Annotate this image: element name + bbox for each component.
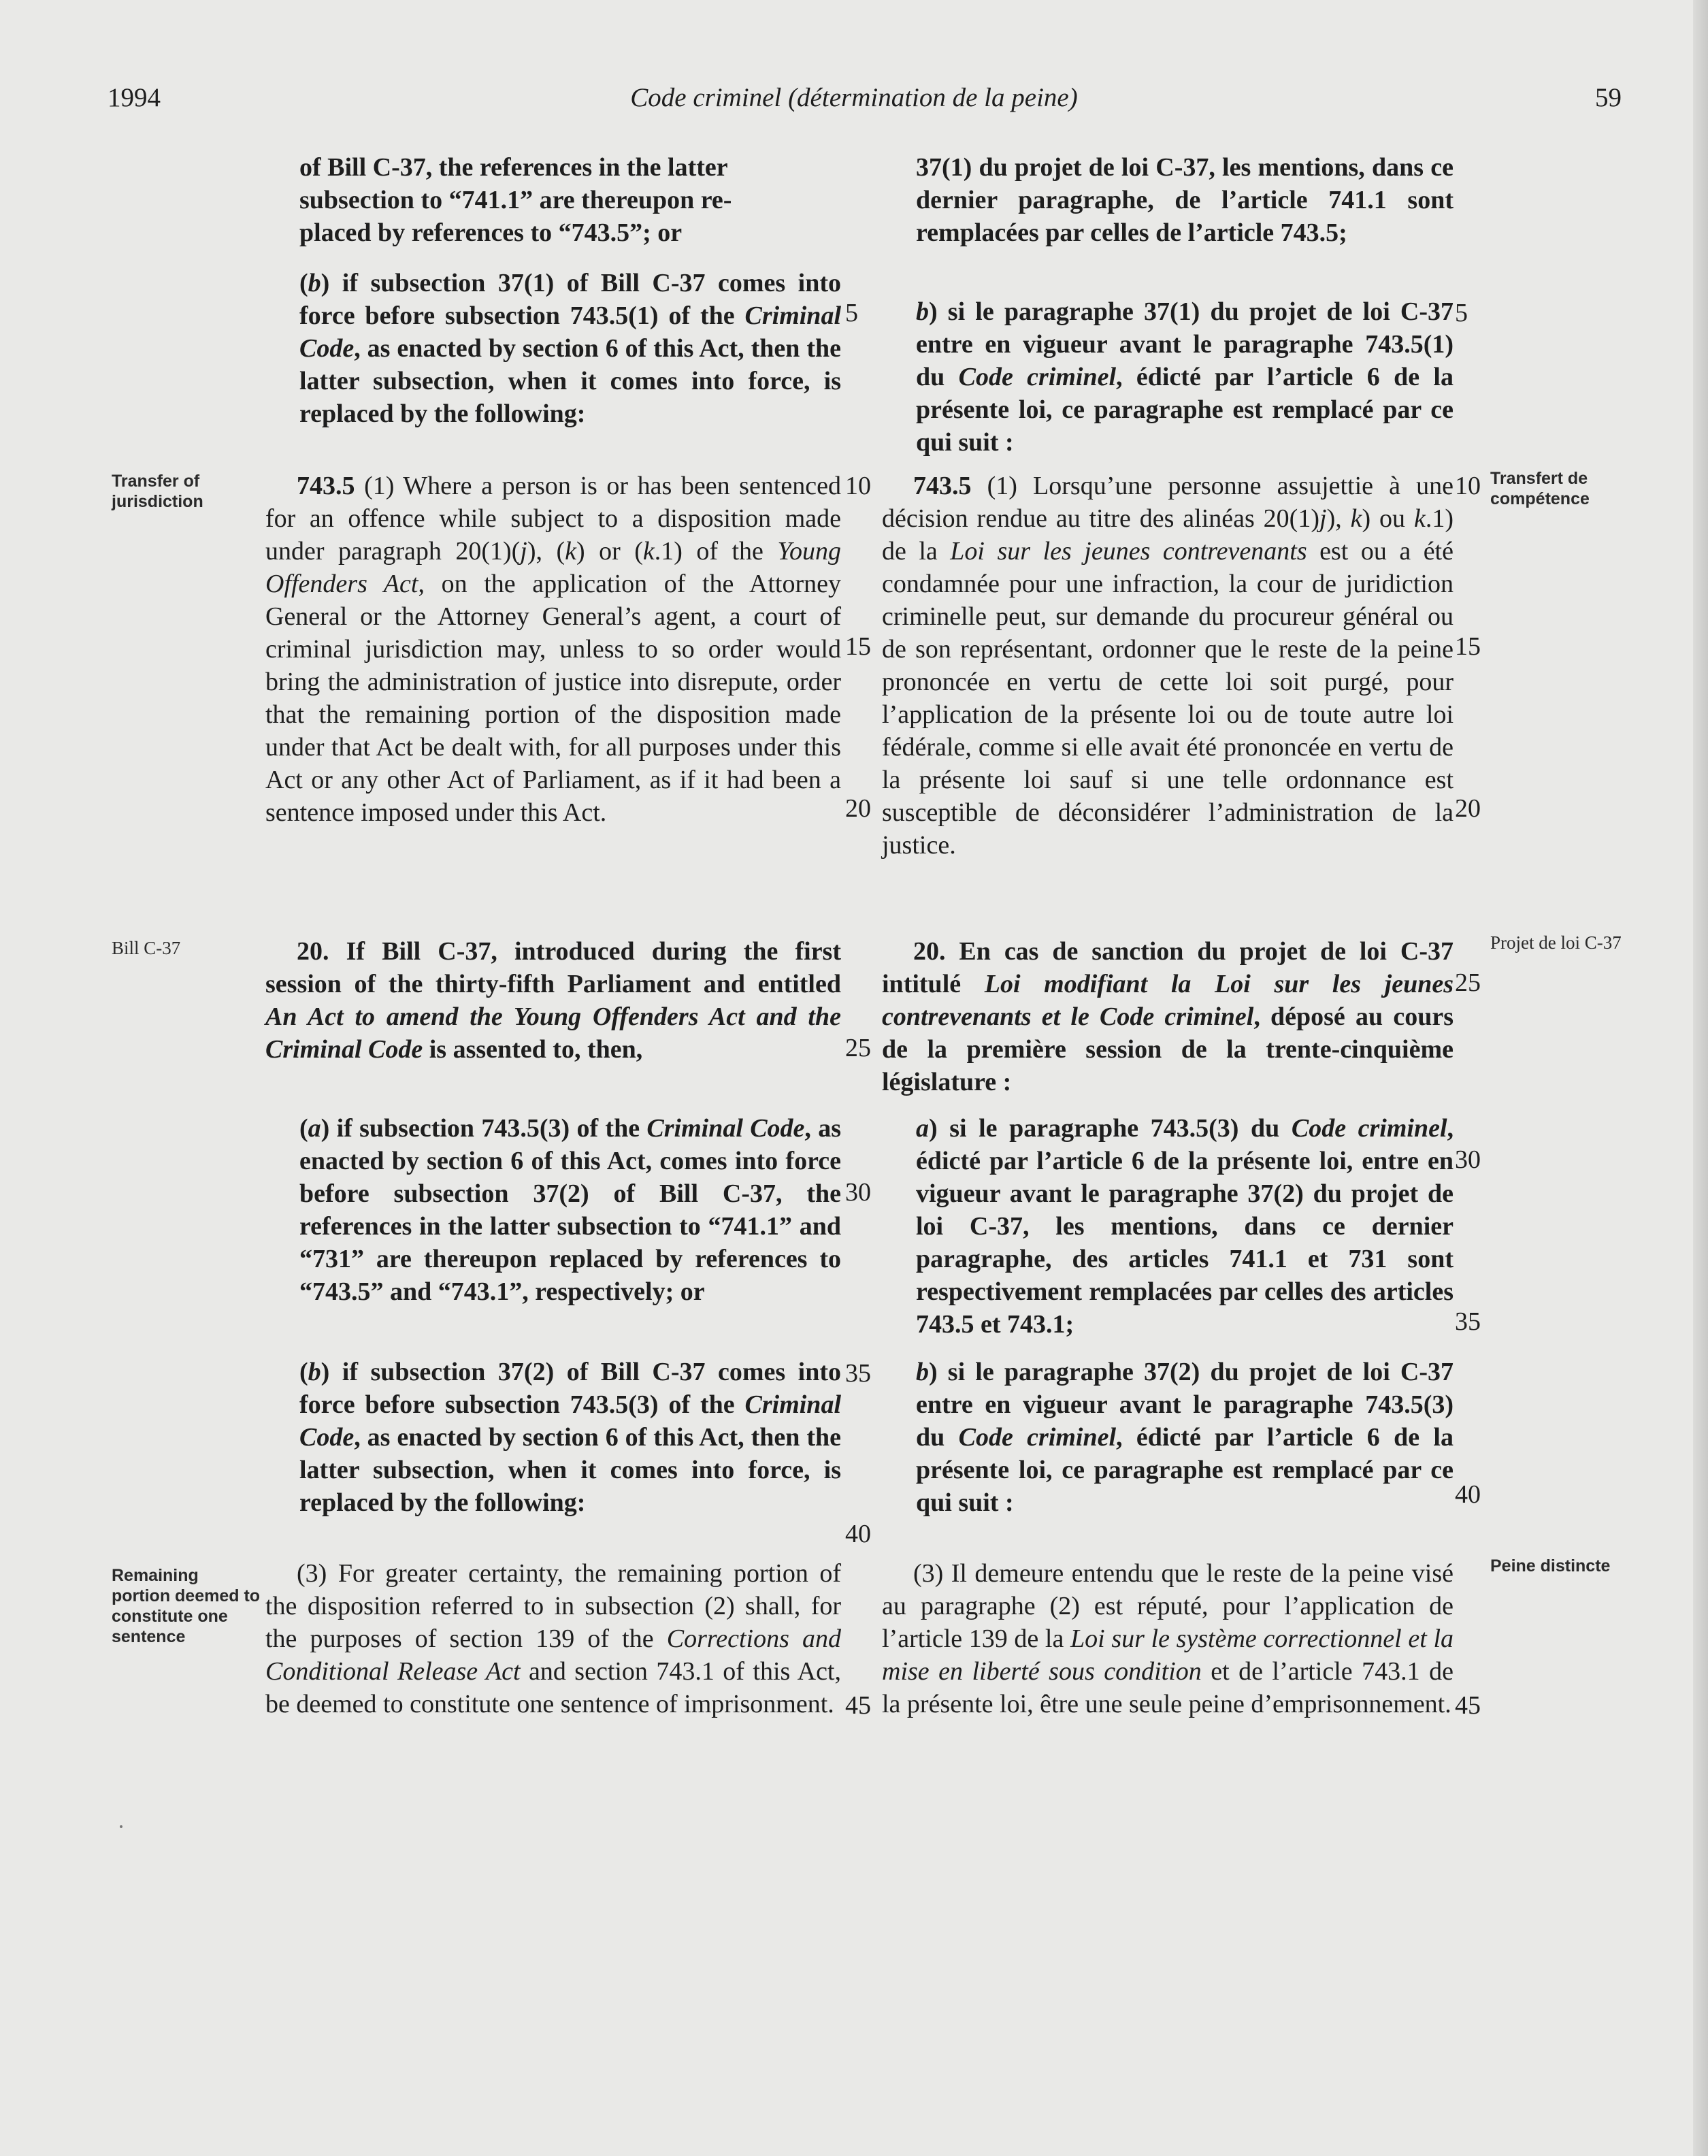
- line-number: 40: [845, 1520, 871, 1548]
- fr-continuation-paragraph: 37(1) du projet de loi C-37, les mentions, dans ce dernier paragraphe, de l’article 741.1 sont remplacées par celles de l’article 743.5;: [916, 153, 1454, 247]
- line-number: 5: [845, 299, 858, 327]
- fr-paragraph-b: b) si le paragraphe 37(1) du projet de loi C-37 entre en vigueur avant le paragraphe 743.5(1) du Code criminel, édicté par l’article 6 de la présente loi, ce paragraphe est remplacé par ce qui suit :: [916, 297, 1454, 457]
- marginal-note-projet: Projet de loi C-37: [1490, 932, 1622, 953]
- line-number: 15: [1455, 632, 1481, 661]
- page-number: 59: [1595, 83, 1622, 112]
- marginal-note-transfert: Transfert de compétence: [1490, 469, 1590, 508]
- line-number: 5: [1455, 299, 1468, 327]
- line-number: 20: [845, 794, 871, 823]
- header-year: 1994: [108, 83, 161, 112]
- marginal-note-bill: Bill C-37: [112, 938, 181, 958]
- fr-section-20-b: b) si le paragraphe 37(2) du projet de loi C-37 entre en vigueur avant le paragraphe 743.5(3) du Code criminel, édicté par l’article 6 de la présente loi, ce paragraphe est remplacé par ce qui suit :: [916, 1358, 1454, 1517]
- en-continuation-paragraph: of Bill C-37, the references in the latter subsection to “741.1” are thereupon re- placed by references to “743.5”; or: [299, 153, 732, 247]
- marginal-note-peine: Peine distincte: [1490, 1556, 1611, 1575]
- en-subsection-3: (3) For greater certainty, the remaining portion of the disposition referred to in subsection (2) shall, for the purposes of section 139 of the Corrections and Conditional Release Act and section 743.1 of this Act, be deemed to constitute one sentence of imprisonment.: [265, 1559, 842, 1718]
- marginal-note-remaining: Remaining portion deemed to constitute one sentence: [112, 1566, 261, 1646]
- line-number: 25: [845, 1034, 871, 1062]
- en-section-20: 20. If Bill C-37, introduced during the first session of the thirty-fifth Parliament and entitled An Act to amend the Young Offenders Act and the Criminal Code is assented to, then,: [265, 937, 841, 1064]
- line-number: 20: [1455, 794, 1481, 823]
- en-paragraph-b: (b) if subsection 37(1) of Bill C-37 comes into force before subsection 743.5(1) of the Criminal Code, as enacted by section 6 of this Act, then the latter subsection, when it comes into force, is replaced by the following:: [299, 269, 841, 428]
- line-number: 15: [845, 632, 871, 661]
- line-number: 10: [1455, 472, 1481, 500]
- fr-subsection-3: (3) Il demeure entendu que le reste de la peine visé au paragraphe (2) est réputé, pour l’application de l’article 139 de la Loi sur le système correctionnel et la mise en liberté sous condition et de l’article 743.1 de la présente loi, être une seule peine d’emprisonnement.: [882, 1559, 1454, 1718]
- page-edge: [1693, 0, 1708, 2156]
- line-number: 35: [1455, 1307, 1481, 1336]
- line-number: 45: [845, 1691, 871, 1720]
- line-number: 10: [845, 472, 871, 500]
- line-number: 40: [1455, 1480, 1481, 1509]
- en-section-20-a: (a) if subsection 743.5(3) of the Criminal Code, as enacted by section 6 of this Act, comes into force before subsection 37(2) of Bill C-37, the references in the latter subsection to “741.1” and “731” are thereupon replaced by references to “743.5” and “743.1”, respectively; or: [299, 1114, 841, 1306]
- line-number: 25: [1455, 968, 1481, 997]
- line-number: 30: [1455, 1145, 1481, 1174]
- marginal-note-transfer: Transfer of jurisdiction: [112, 472, 203, 511]
- fr-section-20: 20. En cas de sanction du projet de loi C-37 intitulé Loi modifiant la Loi sur les jeunes contrevenants et le Code criminel, déposé au cours de la première session de la trente-cinquième législature :: [882, 937, 1454, 1096]
- fr-section-743-5: 743.5 (1) Lorsqu’une personne assujettie à une décision rendue au titre des alinéas 20(1)j), k) ou k.1) de la Loi sur les jeunes contrevenants est ou a été condamnée pour une infraction, la cour de juridiction criminelle peut, sur demande du procureur général ou de son représentant, ordonner que le reste de la peine prononcée en vertu de cette loi soit purgé, pour l’application de la présente loi ou de toute autre loi fédérale, comme si elle avait été prononcée en vertu de la présente loi sauf si une telle ordonnance est susceptible de déconsidérer l’administration de la justice.: [882, 472, 1454, 860]
- line-number: 45: [1455, 1691, 1481, 1720]
- header-title: Code criminel (détermination de la peine): [630, 83, 1078, 112]
- fr-section-20-a: a) si le paragraphe 743.5(3) du Code criminel, édicté par l’article 6 de la présente loi, entre en vigueur avant le paragraphe 37(2) du projet de loi C-37, les mentions, dans ce dernier paragraphe, des articles 741.1 et 731 sont respectivement remplacées par celles des articles 743.5 et 743.1;: [916, 1114, 1454, 1339]
- line-number: 30: [845, 1178, 871, 1207]
- line-number: 35: [845, 1359, 871, 1388]
- en-section-20-b: (b) if subsection 37(2) of Bill C-37 comes into force before subsection 743.5(3) of the Criminal Code, as enacted by section 6 of this Act, then the latter subsection, when it comes into force, is replaced by the following:: [299, 1358, 841, 1517]
- pencil-mark: [120, 1825, 122, 1828]
- en-section-743-5: 743.5 (1) Where a person is or has been sentenced for an offence while subject to a disposition made under paragraph 20(1)(j), (k) or (k.1) of the Young Offenders Act, on the application of the Attorney General or the Attorney General’s agent, a court of criminal jurisdiction may, unless to so order would bring the administration of justice into disrepute, order that the remaining portion of the disposition made under that Act be dealt with, for all purposes under this Act or any other Act of Parliament, as if it had been a sentence imposed under this Act.: [265, 472, 842, 827]
